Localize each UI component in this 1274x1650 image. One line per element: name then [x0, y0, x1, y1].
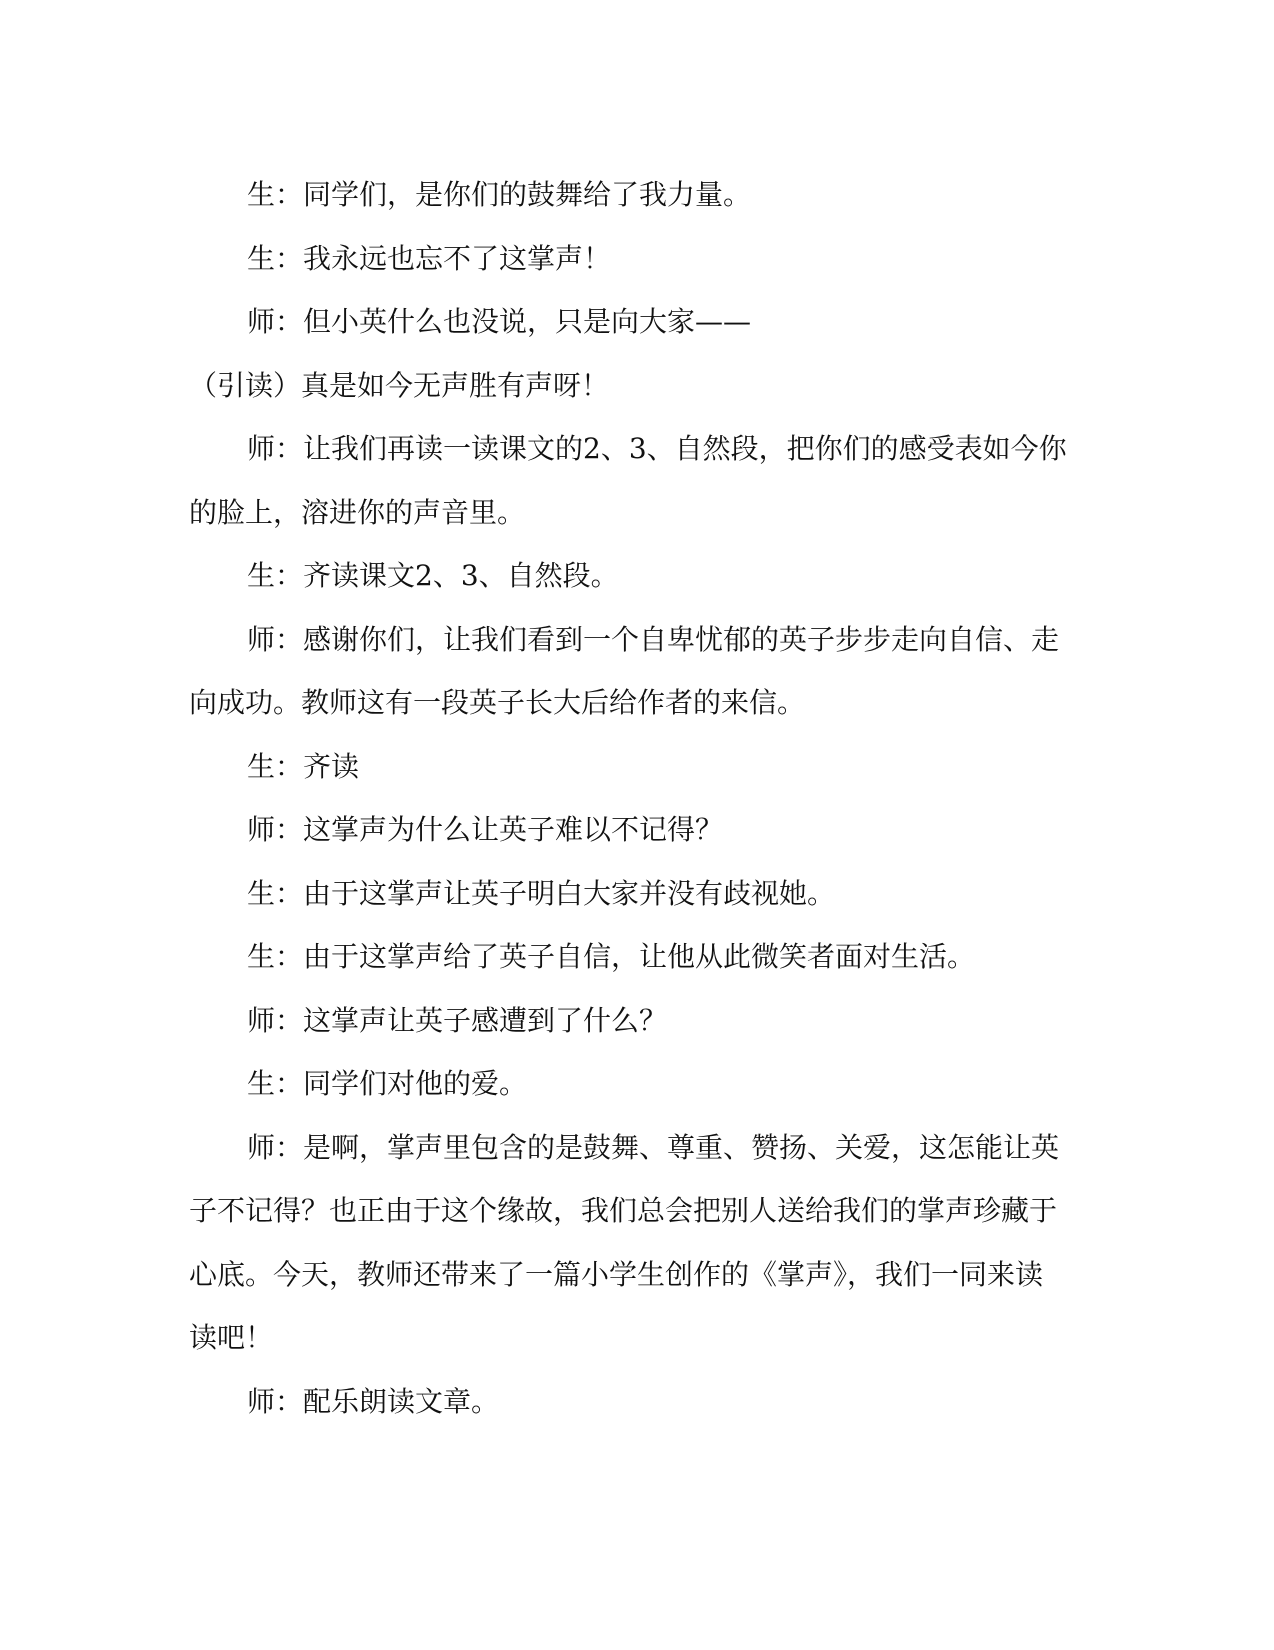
paragraph: 师：感谢你们，让我们看到一个自卑忧郁的英子步步走向自信、走向成功。教师这有一段英子长大后给作者的来信。 [189, 622, 1060, 719]
paragraph: 生：由于这掌声让英子明白大家并没有歧视她。 [247, 876, 836, 910]
paragraph: 生：同学们，是你们的鼓舞给了我力量。 [247, 178, 752, 211]
document-body [189, 163, 1069, 1433]
paragraph: 生：齐读 [247, 749, 360, 783]
paragraph: 师：配乐朗读文章。 [247, 1384, 500, 1418]
paragraph: 师：让我们再读一读课文的2、3、自然段，把你们的感受表如今你的脸上，溶进你的声音里。 [189, 432, 1067, 529]
paragraph: 生：由于这掌声给了英子自信，让他从此微笑者面对生活。 [247, 940, 976, 973]
paragraph: 师：但小英什么也没说，只是向大家—— [247, 305, 752, 338]
paragraph: 师：是啊，掌声里包含的是鼓舞、尊重、赞扬、关爱，这怎能让英子不记得？也正由于这个缘故，我们总会把别人送给我们的掌声珍藏于心底。今天，教师还带来了一篇小学生创作的《掌声》，我们一同来读读吧！ [189, 1130, 1060, 1354]
paragraph: 生：同学们对他的爱。 [247, 1067, 528, 1100]
paragraph: 师：这掌声为什么让英子难以不记得？ [247, 813, 724, 846]
paragraph: 生：我永远也忘不了这掌声！ [247, 241, 612, 275]
paragraph: 生：齐读课文2、3、自然段。 [247, 559, 619, 592]
paragraph: 师：这掌声让英子感遭到了什么？ [247, 1003, 668, 1037]
paragraph: （引读）真是如今无声胜有声呀！ [189, 368, 610, 402]
